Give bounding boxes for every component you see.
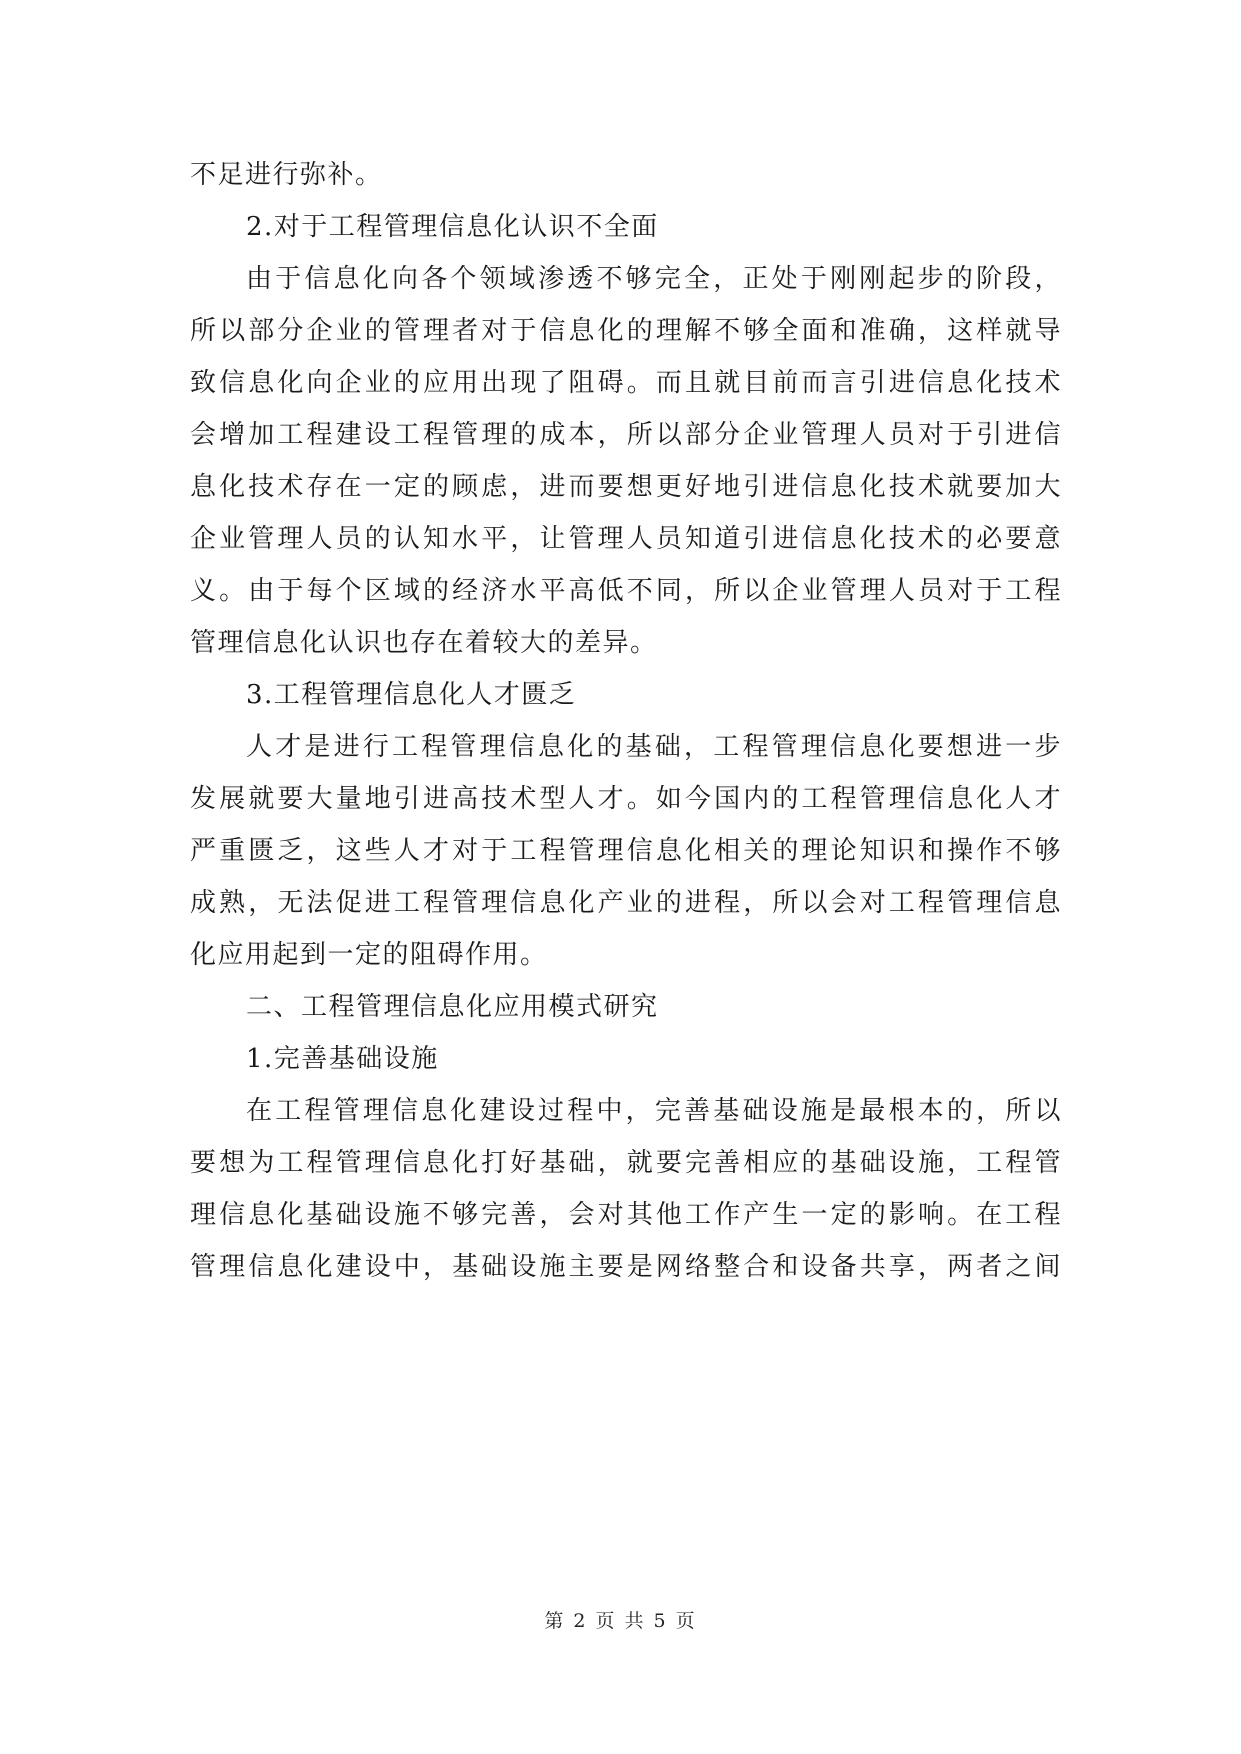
paragraph-line: 义。由于每个区域的经济水平高低不同，所以企业管理人员对于工程 xyxy=(190,576,1062,606)
paragraph-line: 息化技术存在一定的顾虑，进而要想更好地引进信息化技术就要加大 xyxy=(190,472,1062,502)
paragraph-line: 人才是进行工程管理信息化的基础，工程管理信息化要想进一步 xyxy=(246,732,1062,762)
paragraph-line: 企业管理人员的认知水平，让管理人员知道引进信息化技术的必要意 xyxy=(190,524,1062,554)
paragraph-line: 在工程管理信息化建设过程中，完善基础设施是最根本的，所以 xyxy=(246,1096,1062,1126)
paragraph-line: 成熟，无法促进工程管理信息化产业的进程，所以会对工程管理信息 xyxy=(190,888,1062,918)
paragraph-line: 所以部分企业的管理者对于信息化的理解不够全面和准确，这样就导 xyxy=(190,316,1062,346)
section-heading: 1.完善基础设施 xyxy=(246,1044,439,1074)
page-number-footer: 第 2 页 共 5 页 xyxy=(544,1610,697,1632)
paragraph-line: 会增加工程建设工程管理的成本，所以部分企业管理人员对于引进信 xyxy=(190,420,1062,450)
paragraph-line: 理信息化基础设施不够完善，会对其他工作产生一定的影响。在工程 xyxy=(190,1200,1062,1230)
section-heading: 二、工程管理信息化应用模式研究 xyxy=(246,992,659,1022)
paragraph-line: 发展就要大量地引进高技术型人才。如今国内的工程管理信息化人才 xyxy=(190,784,1062,814)
section-heading: 2.对于工程管理信息化认识不全面 xyxy=(246,212,659,242)
paragraph-line: 要想为工程管理信息化打好基础，就要完善相应的基础设施，工程管 xyxy=(190,1148,1062,1178)
paragraph-line: 不足进行弥补。 xyxy=(190,160,383,190)
paragraph-line: 管理信息化建设中，基础设施主要是网络整合和设备共享，两者之间 xyxy=(190,1252,1062,1282)
paragraph-line: 化应用起到一定的阻碍作用。 xyxy=(190,940,548,970)
paragraph-line: 严重匮乏，这些人才对于工程管理信息化相关的理论知识和操作不够 xyxy=(190,836,1062,866)
paragraph-line: 致信息化向企业的应用出现了阻碍。而且就目前而言引进信息化技术 xyxy=(190,368,1062,398)
paragraph-line: 管理信息化认识也存在着较大的差异。 xyxy=(190,628,658,658)
paragraph-line: 由于信息化向各个领域渗透不够完全，正处于刚刚起步的阶段， xyxy=(246,264,1062,294)
section-heading: 3.工程管理信息化人才匮乏 xyxy=(246,680,577,710)
